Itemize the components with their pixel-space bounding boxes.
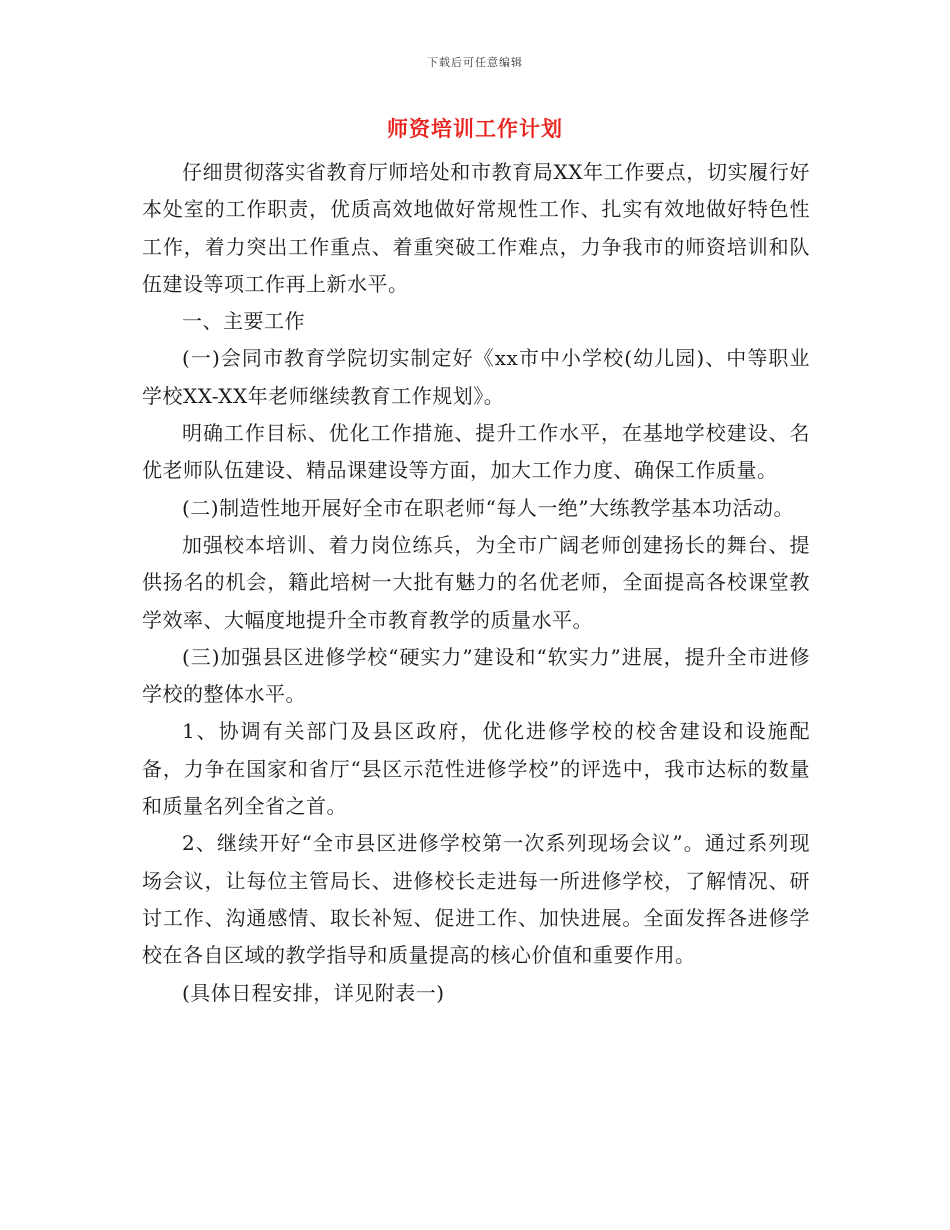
- schedule-note: (具体日程安排，详见附表一): [182, 980, 445, 1005]
- item-two-detail: 加强校本培训、着力岗位练兵，为全市广阔老师创建扬长的舞台、提供扬名的机会，籍此培树一大批有魅力的名优老师，全面提高各校课堂教学效率、大幅度地提升全市教育教学的质量水平。: [142, 532, 810, 632]
- item-one: (一)会同市教育学院切实制定好《xx市中小学校(幼儿园)、中等职业学校XX-XX年老师继续教育工作规划》。: [142, 346, 810, 408]
- item-two: (二)制造性地开展好全市在职老师“每人一绝”大练教学基本功活动。: [182, 495, 795, 520]
- heading-main-work: 一、主要工作: [182, 309, 305, 334]
- document-title: 师资培训工作计划: [387, 116, 563, 141]
- item-three-sub-2: 2、继续开好“全市县区进修学校第一次系列现场会议”。通过系列现场会议，让每位主管局长、进修校长走进每一所进修学校，了解情况、研讨工作、沟通感情、取长补短、促进工作、加快进展。全面发挥各进修学校在各自区域的教学指导和质量提高的核心价值和重要作用。: [142, 831, 810, 968]
- item-one-detail: 明确工作目标、优化工作措施、提升工作水平，在基地学校建设、名优老师队伍建设、精品课建设等方面，加大工作力度、确保工作质量。: [142, 421, 810, 483]
- document-body: [142, 154, 810, 1012]
- item-three-sub-1: 1、协调有关部门及县区政府，优化进修学校的校舍建设和设施配备，力争在国家和省厅“县区示范性进修学校”的评选中，我市达标的数量和质量名列全省之首。: [142, 719, 810, 819]
- item-three: (三)加强县区进修学校“硬实力”建设和“软实力”进展，提升全市进修学校的整体水平。: [142, 644, 810, 707]
- download-note: 下载后可任意编辑: [427, 56, 523, 69]
- paragraph-intro: 仔细贯彻落实省教育厅师培处和市教育局XX年工作要点，切实履行好本处室的工作职责，优质高效地做好常规性工作、扎实有效地做好特色性工作，着力突出工作重点、着重突破工作难点，力争我市的师资培训和队伍建设等项工作再上新水平。: [142, 160, 810, 296]
